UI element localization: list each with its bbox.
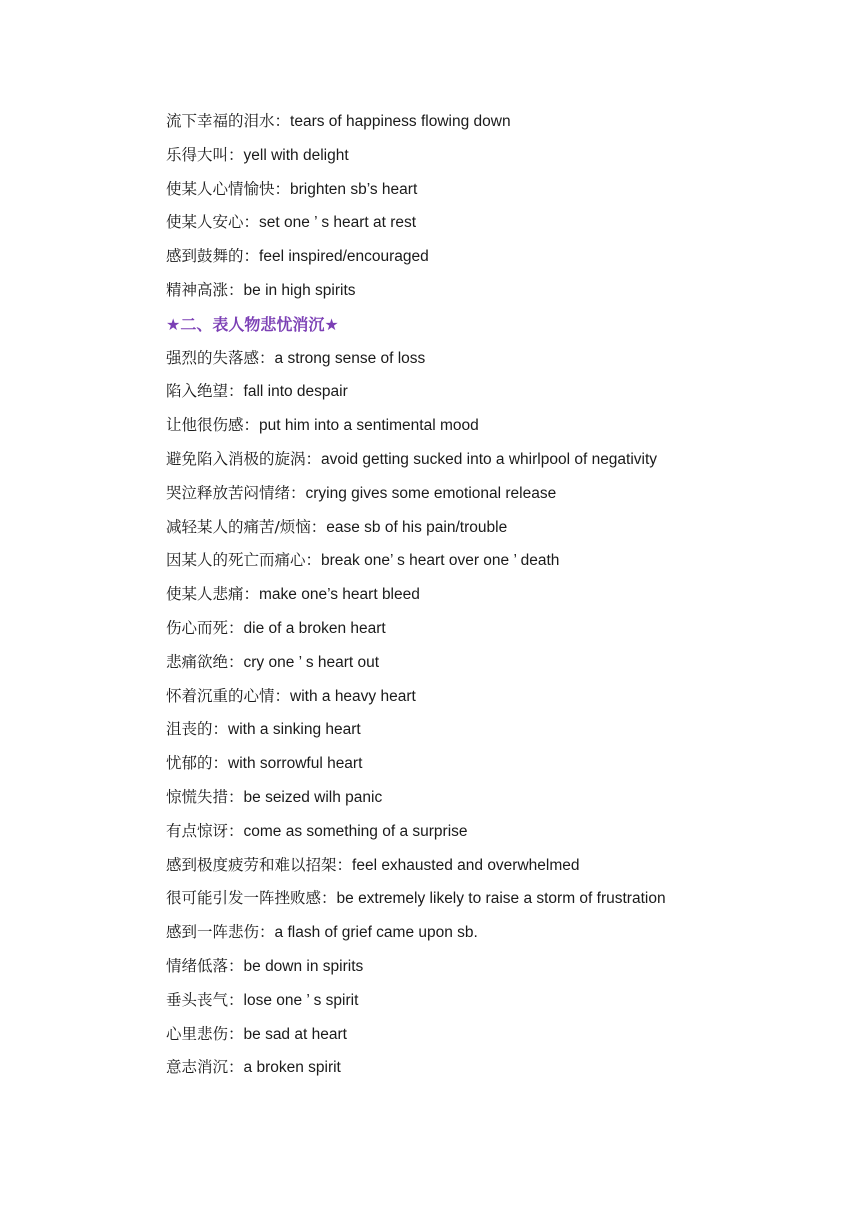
phrase-line (166, 578, 806, 612)
phrase-english: lose one ’ s spirit (243, 991, 359, 1009)
phrase-english: break one’ s heart over one ’ death (321, 552, 560, 570)
phrase-line (166, 1051, 806, 1085)
phrase-line (166, 882, 806, 916)
phrase-chinese: 心里悲伤： (166, 1024, 244, 1043)
phrase-english: ease sb of his pain/trouble (326, 518, 508, 536)
phrase-chinese: 意志消沉： (166, 1058, 244, 1077)
phrase-line (166, 139, 806, 173)
phrase-english: be seized wilh panic (243, 788, 383, 806)
phrase-english: put him into a sentimental mood (259, 417, 479, 435)
phrase-chinese: 让他很伤感： (166, 416, 260, 435)
phrase-list-sad (166, 342, 806, 1086)
phrase-english: with a heavy heart (290, 687, 416, 705)
phrase-chinese: 减轻某人的痛苦/烦恼： (166, 517, 327, 536)
phrase-english: fall into despair (243, 383, 348, 401)
phrase-line (166, 443, 806, 477)
phrase-english: a broken spirit (243, 1059, 341, 1077)
phrase-english: die of a broken heart (243, 619, 386, 637)
phrase-line (166, 105, 806, 139)
phrase-english: with a sinking heart (228, 721, 361, 739)
phrase-line (166, 984, 806, 1018)
phrase-line (166, 173, 806, 207)
phrase-english: be in high spirits (243, 281, 356, 299)
phrase-chinese: 忧郁的： (166, 754, 229, 773)
phrase-chinese: 哭泣释放苦闷情绪： (166, 483, 306, 502)
phrase-line (166, 646, 806, 680)
phrase-english: a flash of grief came upon sb. (274, 924, 478, 942)
phrase-line (166, 916, 806, 950)
phrase-line (166, 274, 806, 308)
phrase-line (166, 815, 806, 849)
phrase-english: with sorrowful heart (228, 755, 363, 773)
phrase-chinese: 伤心而死： (166, 618, 244, 637)
phrase-english: cry one ’ s heart out (243, 653, 380, 671)
phrase-chinese: 使某人悲痛： (166, 585, 260, 604)
phrase-chinese: 使某人心情愉快： (166, 179, 291, 198)
phrase-line (166, 781, 806, 815)
phrase-line (166, 950, 806, 984)
phrase-line (166, 206, 806, 240)
phrase-english: feel exhausted and overwhelmed (352, 856, 580, 874)
phrase-chinese: 陷入绝望： (166, 382, 244, 401)
phrase-chinese: 沮丧的： (166, 720, 229, 739)
phrase-english: brighten sb’s heart (290, 180, 418, 198)
phrase-line (166, 1018, 806, 1052)
phrase-chinese: 精神高涨： (166, 280, 244, 299)
phrase-chinese: 因某人的死亡而痛心： (166, 551, 322, 570)
phrase-chinese: 垂头丧气： (166, 990, 244, 1009)
phrase-english: be sad at heart (243, 1025, 347, 1043)
phrase-chinese: 避免陷入消极的旋涡： (166, 449, 322, 468)
phrase-chinese: 流下幸福的泪水： (166, 112, 291, 130)
phrase-line (166, 409, 806, 443)
phrase-english: be down in spirits (243, 957, 364, 975)
phrase-chinese: 使某人安心： (166, 213, 260, 232)
phrase-english: a strong sense of loss (274, 349, 426, 367)
phrase-english: set one ’ s heart at rest (259, 214, 417, 232)
phrase-chinese: 惊慌失措： (166, 787, 244, 806)
phrase-line (166, 713, 806, 747)
phrase-chinese: 感到一阵悲伤： (166, 923, 275, 942)
phrase-line (166, 680, 806, 714)
phrase-chinese: 很可能引发一阵挫败感： (166, 889, 337, 908)
phrase-line (166, 342, 806, 376)
phrase-chinese: 有点惊讶： (166, 821, 244, 840)
phrase-english: crying gives some emotional release (305, 484, 557, 502)
phrase-line (166, 747, 806, 781)
phrase-chinese: 强烈的失落感： (166, 348, 275, 367)
phrase-line (166, 849, 806, 883)
phrase-chinese: 感到鼓舞的： (166, 247, 260, 266)
phrase-english: come as something of a surprise (243, 822, 468, 840)
phrase-chinese: 情绪低落： (166, 956, 244, 975)
phrase-chinese: 乐得大叫： (166, 145, 244, 164)
section-heading: ★二、表人物悲忧消沉★ (166, 314, 339, 334)
document-page (166, 105, 806, 1085)
phrase-english: be extremely likely to raise a storm of frustration (336, 890, 666, 908)
phrase-english: yell with delight (243, 146, 349, 164)
phrase-line (166, 544, 806, 578)
phrase-line (166, 511, 806, 545)
phrase-english: feel inspired/encouraged (259, 248, 429, 266)
phrase-english: make one’s heart bleed (259, 586, 420, 604)
phrase-chinese: 悲痛欲绝： (166, 652, 244, 671)
phrase-chinese: 感到极度疲劳和难以招架： (166, 855, 353, 874)
phrase-chinese: 怀着沉重的心情： (166, 686, 291, 705)
phrase-line (166, 477, 806, 511)
phrase-english: tears of happiness flowing down (290, 113, 511, 130)
phrase-list-happy (166, 105, 806, 308)
phrase-english: avoid getting sucked into a whirlpool of negativity (321, 450, 658, 468)
phrase-line (166, 240, 806, 274)
phrase-line (166, 612, 806, 646)
phrase-line (166, 375, 806, 409)
